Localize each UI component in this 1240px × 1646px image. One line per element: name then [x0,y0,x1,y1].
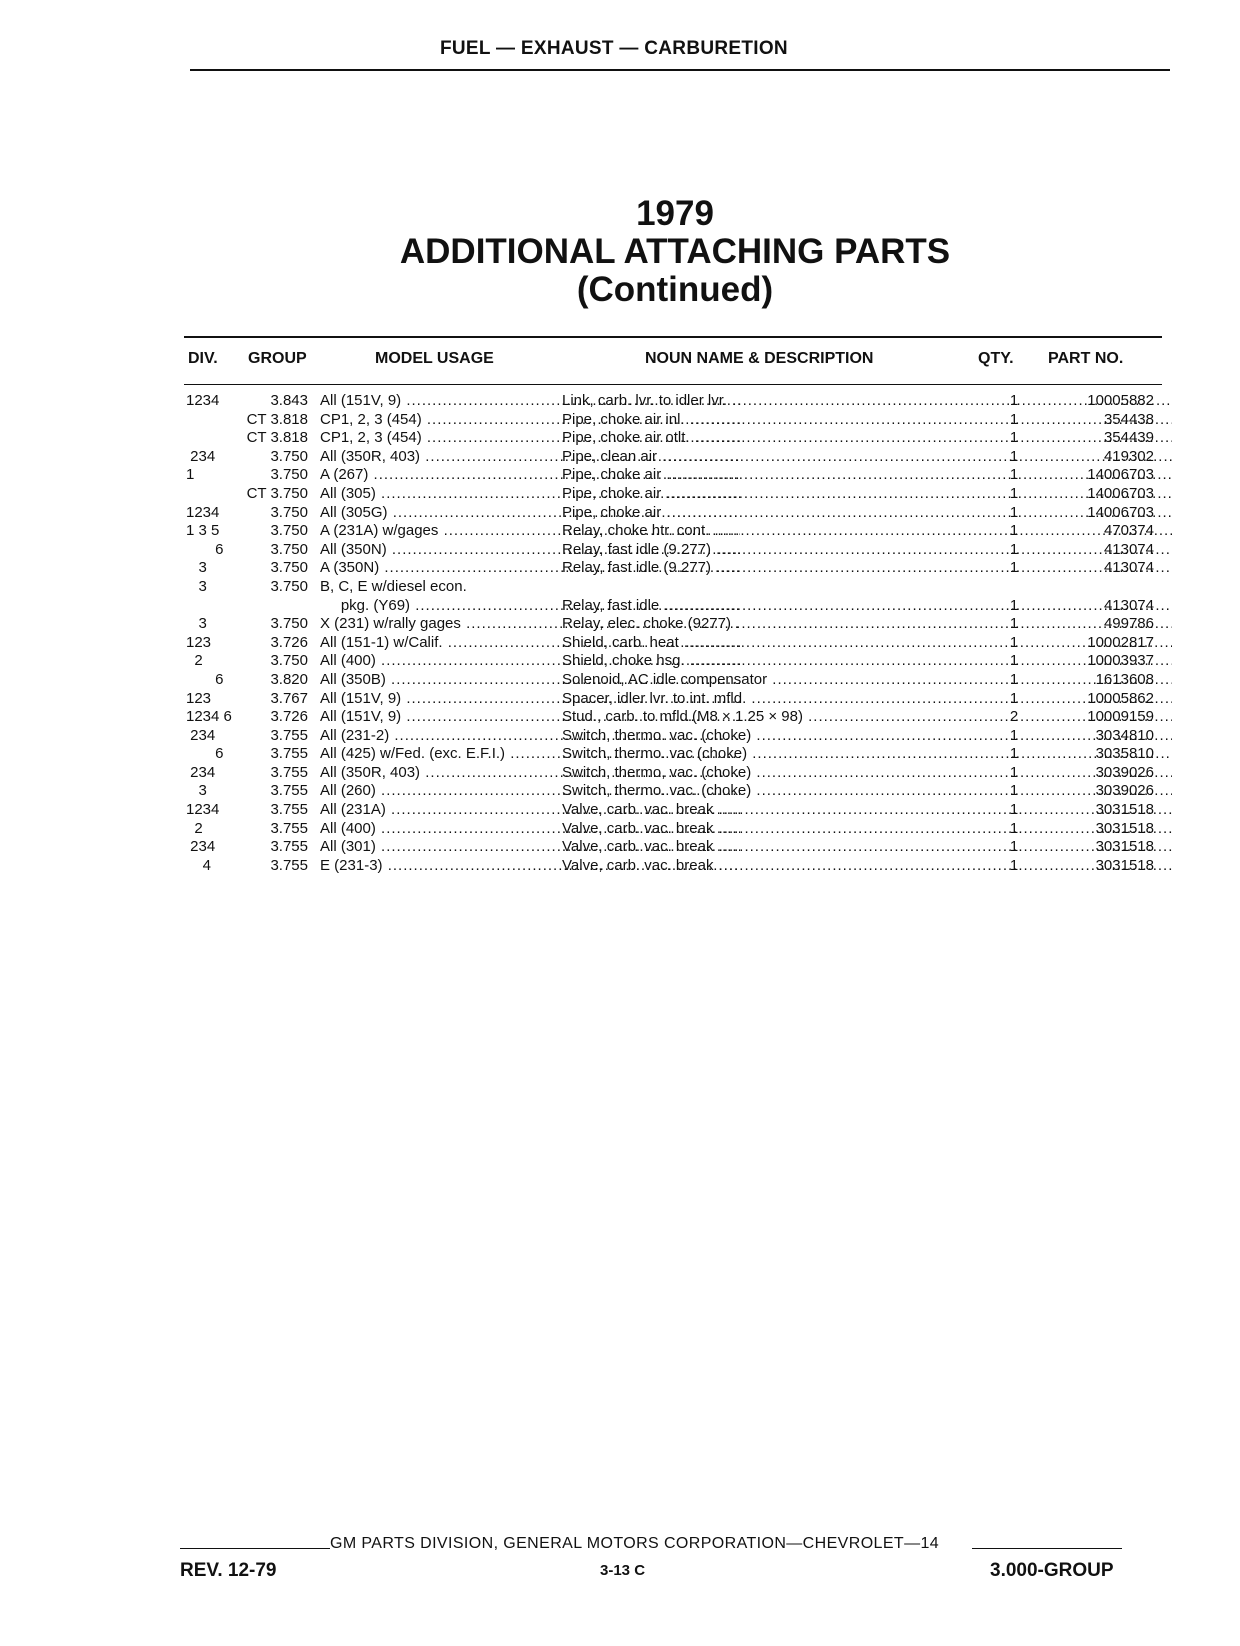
cell-noun-name: Pipe, clean air ..... [562,448,1172,467]
table-row [184,782,1164,801]
cell-model-usage: All (350N) ..... [320,541,740,560]
cell-model-usage: A (350N) ..... [320,559,740,578]
cell-model-usage: All (301) ..... [320,838,740,857]
cell-noun-name: Pipe, choke air inl. ..... [562,411,1172,430]
table-top-rule [184,336,1162,338]
table-row [184,764,1164,783]
cell-group: 3.750 [270,447,308,465]
cell-qty: 1 [1009,615,1019,633]
cell-div: 1 [186,466,195,484]
cell-qty: 1 [1009,392,1019,409]
cell-model-usage: All (231-2) ..... [320,727,740,746]
cell-qty: 1 [1009,838,1019,856]
cell-qty: 1 [1009,745,1019,763]
cell-group: 3.750 [270,577,308,595]
cell-part-no: 3031518 [1095,856,1154,874]
cell-div: 1234 [186,392,220,409]
cell-group: 3.755 [270,782,308,800]
page-title [350,195,1000,309]
cell-part-no: 1613608 [1095,670,1154,688]
column-header-group: GROUP [248,350,307,367]
footer-publisher: GM PARTS DIVISION, GENERAL MOTORS CORPORATION—CHEVROLET—14 [330,1535,940,1552]
cell-part-no: 3031518 [1095,819,1154,837]
cell-group: 3.755 [270,838,308,856]
cell-model-usage: All (151V, 9) ..... [320,392,740,411]
cell-qty: 1 [1009,429,1019,447]
cell-model-usage: All (400) ..... [320,652,740,671]
cell-model-usage: All (305) ..... [320,485,740,504]
table-row [184,690,1164,709]
footer-revision: REV. 12-79 [180,1560,277,1581]
cell-part-no: 419302 [1103,447,1154,465]
title-continued: (Continued) [576,270,774,309]
footer-rule-left [180,1548,330,1549]
cell-model-usage: All (350R, 403) ..... [320,448,740,467]
table-row [184,634,1164,653]
cell-group: 3.750 [270,522,308,540]
cell-model-usage: All (151-1) w/Calif. ..... [320,634,740,653]
cell-part-no: 3031518 [1095,838,1154,856]
cell-group: 3.755 [270,726,308,744]
cell-noun-name: Relay, fast idle (9.277) ..... [562,541,1172,560]
table-row [184,411,1164,430]
cell-model-usage: All (350R, 403) ..... [320,764,740,783]
cell-qty: 1 [1009,633,1019,651]
cell-div: 3 [186,782,207,800]
cell-model-usage: All (260) ..... [320,782,740,801]
cell-div: 1234 [186,801,220,819]
cell-model-usage: All (231A) ..... [320,801,740,820]
cell-part-no: 413074 [1103,559,1154,577]
cell-noun-name: Relay, elec. choke (9277) ..... [562,615,1172,634]
cell-model-usage: All (305G) ..... [320,504,740,523]
cell-part-no: 10009159 [1087,708,1154,726]
cell-div: 1 3 5 [186,522,220,540]
cell-noun-name: Pipe, choke air ..... [562,466,1172,485]
cell-part-no: 499786 [1103,615,1154,633]
table-row [184,708,1164,727]
cell-model-usage: CP1, 2, 3 (454) ..... [320,411,740,430]
cell-group: 3.750 [270,615,308,633]
cell-noun-name: Switch, thermo, vac. (choke) ..... [562,764,1172,783]
cell-noun-name: Switch, thermo. vac. (choke) ..... [562,727,1172,746]
cell-div: 1234 6 [186,708,232,726]
table-row [184,578,1164,597]
table-row [184,392,1164,411]
column-header-div: DIV. [188,350,218,367]
cell-div: 123 [186,689,212,707]
cell-part-no: 413074 [1103,596,1154,614]
cell-noun-name: Switch, thermo. vac (choke) ..... [562,745,1172,764]
cell-div: 123 [186,633,212,651]
cell-group: 3.843 [270,392,308,409]
cell-part-no: 10003937 [1087,652,1154,670]
table-row [184,429,1164,448]
cell-noun-name: Relay, fast idle (9.277) ..... [562,559,1172,578]
cell-noun-name: Valve, carb. vac. break ..... [562,857,1172,876]
cell-qty: 1 [1009,466,1019,484]
cell-group: 3.750 [270,652,308,670]
cell-noun-name: Stud., carb. to mfld.(M8 × 1.25 × 98) ..... [562,708,1172,727]
cell-model-usage: All (151V, 9) ..... [320,708,740,727]
cell-qty: 1 [1009,652,1019,670]
cell-noun-name: Relay, fast idle ..... [562,597,1172,616]
section-header: FUEL — EXHAUST — CARBURETION [440,38,788,59]
cell-model-usage: CP1, 2, 3 (454) ..... [320,429,740,448]
cell-group: CT 3.818 [246,410,308,428]
cell-noun-name: Pipe, choke air otlt. ..... [562,429,1172,448]
cell-qty: 1 [1009,782,1019,800]
table-row [184,559,1164,578]
cell-div: 6 [186,540,224,558]
cell-part-no: 354439 [1103,429,1154,447]
title-year: 1979 [636,194,714,233]
cell-qty: 1 [1009,447,1019,465]
cell-div: 234 [186,838,216,856]
cell-model-usage: pkg. (Y69) ..... [320,597,740,616]
cell-part-no: 10002817 [1087,633,1154,651]
cell-model-usage: All (400) ..... [320,820,740,839]
cell-div: 3 [186,577,207,595]
cell-group: 3.755 [270,763,308,781]
parts-table [184,392,1164,875]
cell-div: 234 [186,763,216,781]
cell-noun-name: Link, carb. lvr. to idler lvr. ..... [562,392,1172,411]
cell-qty: 1 [1009,484,1019,502]
cell-qty: 1 [1009,670,1019,688]
header-rule [190,69,1170,71]
table-row [184,597,1164,616]
cell-noun-name: Pipe, choke air ..... [562,504,1172,523]
cell-model-usage: All (151V, 9) ..... [320,690,740,709]
table-row [184,745,1164,764]
cell-part-no: 3035810 [1095,745,1154,763]
cell-group: 3.750 [270,503,308,521]
cell-group: 3.755 [270,856,308,874]
cell-div: 234 [186,447,216,465]
cell-group: 3.755 [270,819,308,837]
cell-qty: 1 [1009,819,1019,837]
column-header-noun-name: NOUN NAME & DESCRIPTION [645,350,874,367]
cell-div: 6 [186,670,224,688]
table-row [184,504,1164,523]
cell-noun-name: Switch, thermo. vac. (choke) ..... [562,782,1172,801]
column-header-qty: QTY. [978,350,1014,367]
cell-model-usage: A (267) ..... [320,466,740,485]
column-header-model-usage: MODEL USAGE [375,350,494,367]
cell-part-no: 470374 [1103,522,1154,540]
cell-div: 3 [186,615,207,633]
table-row [184,466,1164,485]
cell-group: CT 3.818 [246,429,308,447]
cell-model-usage: All (350B) ..... [320,671,740,690]
footer-rule-right [972,1548,1122,1549]
table-row [184,820,1164,839]
table-row [184,448,1164,467]
cell-noun-name: Valve, carb. vac. break ..... [562,838,1172,857]
cell-model-usage: E (231-3) ..... [320,857,740,876]
cell-part-no: 354438 [1103,410,1154,428]
footer-page-number: 3-13 C [600,1562,646,1579]
cell-qty: 1 [1009,410,1019,428]
cell-part-no: 3039026 [1095,763,1154,781]
cell-div: 4 [186,856,212,874]
cell-div: 3 [186,559,207,577]
cell-qty: 1 [1009,801,1019,819]
cell-noun-name: Valve, carb. vac. break ..... [562,801,1172,820]
table-row [184,615,1164,634]
table-row [184,522,1164,541]
cell-div: 234 [186,726,216,744]
cell-noun-name: Pipe, choke air ..... [562,485,1172,504]
cell-noun-name: Valve, carb. vac. break ..... [562,820,1172,839]
cell-div: 1234 [186,503,220,521]
cell-group: 3.755 [270,745,308,763]
cell-qty: 1 [1009,763,1019,781]
table-header-rule [184,384,1162,385]
cell-qty: 1 [1009,503,1019,521]
cell-noun-name: Solenoid, AC idle compensator ..... [562,671,1172,690]
cell-noun-name: Shield, carb. heat ..... [562,634,1172,653]
cell-div: 6 [186,745,224,763]
cell-group: 3.750 [270,559,308,577]
cell-div: 2 [186,819,203,837]
cell-model-usage: B, C, E w/diesel econ. [320,577,467,595]
cell-group: 3.820 [270,670,308,688]
cell-group: 3.767 [270,689,308,707]
table-row [184,727,1164,746]
table-row [184,485,1164,504]
table-row [184,652,1164,671]
cell-qty: 1 [1009,726,1019,744]
cell-model-usage: A (231A) w/gages ..... [320,522,740,541]
cell-model-usage: All (425) w/Fed. (exc. E.F.I.) ..... [320,745,740,764]
cell-part-no: 3039026 [1095,782,1154,800]
cell-part-no: 14006703 [1087,484,1154,502]
title-main: ADDITIONAL ATTACHING PARTS [399,232,951,271]
cell-part-no: 413074 [1103,540,1154,558]
cell-group: 3.726 [270,633,308,651]
cell-part-no: 10005862 [1087,689,1154,707]
cell-qty: 1 [1009,596,1019,614]
cell-div: 2 [186,652,203,670]
cell-part-no: 14006703 [1087,503,1154,521]
column-header-part-no: PART NO. [1048,350,1124,367]
cell-part-no: 3031518 [1095,801,1154,819]
cell-group: CT 3.750 [246,484,308,502]
cell-group: 3.750 [270,466,308,484]
cell-noun-name: Spacer, idler lvr. to int. mfld. ..... [562,690,1172,709]
cell-group: 3.750 [270,540,308,558]
table-row [184,857,1164,876]
cell-part-no: 3034810 [1095,726,1154,744]
cell-qty: 1 [1009,540,1019,558]
footer-group: 3.000-GROUP [990,1560,1114,1581]
cell-qty: 1 [1009,559,1019,577]
cell-qty: 1 [1009,689,1019,707]
cell-noun-name: Relay, choke htr. cont. ..... [562,522,1172,541]
cell-model-usage: X (231) w/rally gages ..... [320,615,740,634]
cell-qty: 1 [1009,856,1019,874]
cell-noun-name: Shield, choke hsg. ..... [562,652,1172,671]
table-row [184,541,1164,560]
cell-qty: 2 [1009,708,1019,726]
cell-group: 3.726 [270,708,308,726]
cell-qty: 1 [1009,522,1019,540]
cell-part-no: 14006703 [1087,466,1154,484]
cell-group: 3.755 [270,801,308,819]
table-row [184,671,1164,690]
table-row [184,801,1164,820]
table-row [184,838,1164,857]
cell-part-no: 10005882 [1087,392,1154,409]
